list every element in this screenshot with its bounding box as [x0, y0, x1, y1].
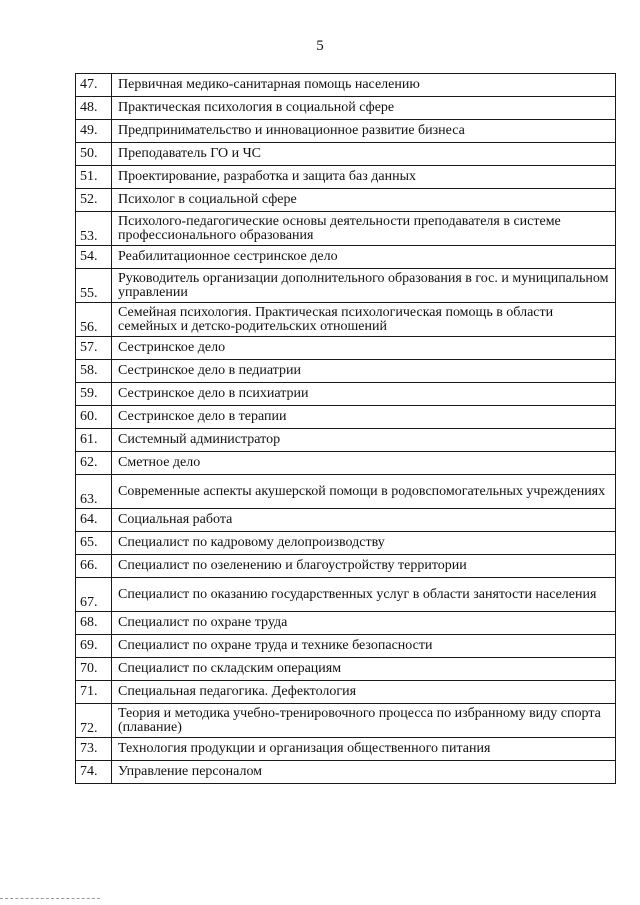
row-number-cell: 47.	[76, 74, 112, 97]
row-number-cell: 52.	[76, 189, 112, 212]
row-number-cell: 71.	[76, 681, 112, 704]
row-number-cell: 72.	[76, 704, 112, 738]
program-title-cell: Сестринское дело	[112, 337, 616, 360]
program-title-cell: Руководитель организации дополнительного образования в гос. и муниципальном управлении	[112, 269, 616, 303]
table-row	[76, 578, 616, 612]
row-number-cell: 68.	[76, 612, 112, 635]
table-row	[76, 383, 616, 406]
program-title-cell: Системный администратор	[112, 429, 616, 452]
row-number-cell: 64.	[76, 509, 112, 532]
row-number-cell: 48.	[76, 97, 112, 120]
row-number-cell: 50.	[76, 143, 112, 166]
row-number-cell: 73.	[76, 738, 112, 761]
program-title-cell: Специалист по кадровому делопроизводству	[112, 532, 616, 555]
table-row	[76, 681, 616, 704]
row-number-cell: 53.	[76, 212, 112, 246]
row-number-cell: 63.	[76, 475, 112, 509]
program-title-cell: Сестринское дело в педиатрии	[112, 360, 616, 383]
row-number-cell: 56.	[76, 303, 112, 337]
scan-artifact-line	[0, 898, 100, 901]
program-title-cell: Специалист по оказанию государственных услуг в области занятости населения	[112, 578, 616, 612]
table-row	[76, 143, 616, 166]
table-row	[76, 761, 616, 784]
table-row	[76, 635, 616, 658]
row-number-cell: 57.	[76, 337, 112, 360]
row-number-cell: 66.	[76, 555, 112, 578]
row-number-cell: 54.	[76, 246, 112, 269]
programs-table-body	[76, 74, 616, 784]
program-title-cell: Специалист по озеленению и благоустройству территории	[112, 555, 616, 578]
row-number-cell: 61.	[76, 429, 112, 452]
table-row	[76, 303, 616, 337]
table-row	[76, 429, 616, 452]
program-title-cell: Преподаватель ГО и ЧС	[112, 143, 616, 166]
program-title-cell: Теория и методика учебно-тренировочного процесса по избранному виду спорта (плавание)	[112, 704, 616, 738]
table-row	[76, 704, 616, 738]
program-title-cell: Реабилитационное сестринское дело	[112, 246, 616, 269]
program-title-cell: Специалист по складским операциям	[112, 658, 616, 681]
row-number-cell: 51.	[76, 166, 112, 189]
table-row	[76, 509, 616, 532]
table-row	[76, 658, 616, 681]
table-row	[76, 738, 616, 761]
table-row	[76, 166, 616, 189]
table-row	[76, 612, 616, 635]
program-title-cell: Психолог в социальной сфере	[112, 189, 616, 212]
program-title-cell: Технология продукции и организация общественного питания	[112, 738, 616, 761]
row-number-cell: 55.	[76, 269, 112, 303]
program-title-cell: Первичная медико-санитарная помощь населению	[112, 74, 616, 97]
program-title-cell: Сметное дело	[112, 452, 616, 475]
table-row	[76, 452, 616, 475]
row-number-cell: 67.	[76, 578, 112, 612]
table-row	[76, 555, 616, 578]
program-title-cell: Практическая психология в социальной сфере	[112, 97, 616, 120]
table-row	[76, 120, 616, 143]
row-number-cell: 49.	[76, 120, 112, 143]
page-number: 5	[316, 38, 324, 54]
program-title-cell: Специальная педагогика. Дефектология	[112, 681, 616, 704]
program-title-cell: Сестринское дело в терапии	[112, 406, 616, 429]
row-number-cell: 59.	[76, 383, 112, 406]
table-row	[76, 360, 616, 383]
programs-table	[75, 73, 616, 784]
row-number-cell: 69.	[76, 635, 112, 658]
table-row	[76, 269, 616, 303]
table-row	[76, 475, 616, 509]
program-title-cell: Управление персоналом	[112, 761, 616, 784]
table-row	[76, 532, 616, 555]
program-title-cell: Социальная работа	[112, 509, 616, 532]
row-number-cell: 74.	[76, 761, 112, 784]
program-title-cell: Психолого-педагогические основы деятельности преподавателя в системе профессионального образования	[112, 212, 616, 246]
program-title-cell: Специалист по охране труда	[112, 612, 616, 635]
table-row	[76, 189, 616, 212]
row-number-cell: 70.	[76, 658, 112, 681]
table-row	[76, 97, 616, 120]
program-title-cell: Специалист по охране труда и технике безопасности	[112, 635, 616, 658]
table-row	[76, 337, 616, 360]
program-title-cell: Сестринское дело в психиатрии	[112, 383, 616, 406]
row-number-cell: 65.	[76, 532, 112, 555]
table-row	[76, 74, 616, 97]
program-title-cell: Проектирование, разработка и защита баз данных	[112, 166, 616, 189]
row-number-cell: 60.	[76, 406, 112, 429]
program-title-cell: Семейная психология. Практическая психологическая помощь в области семейных и детско-родительских отношений	[112, 303, 616, 337]
table-row	[76, 212, 616, 246]
row-number-cell: 58.	[76, 360, 112, 383]
program-title-cell: Современные аспекты акушерской помощи в родовспомогательных учреждениях	[112, 475, 616, 509]
program-title-cell: Предпринимательство и инновационное развитие бизнеса	[112, 120, 616, 143]
row-number-cell: 62.	[76, 452, 112, 475]
table-row	[76, 246, 616, 269]
table-row	[76, 406, 616, 429]
